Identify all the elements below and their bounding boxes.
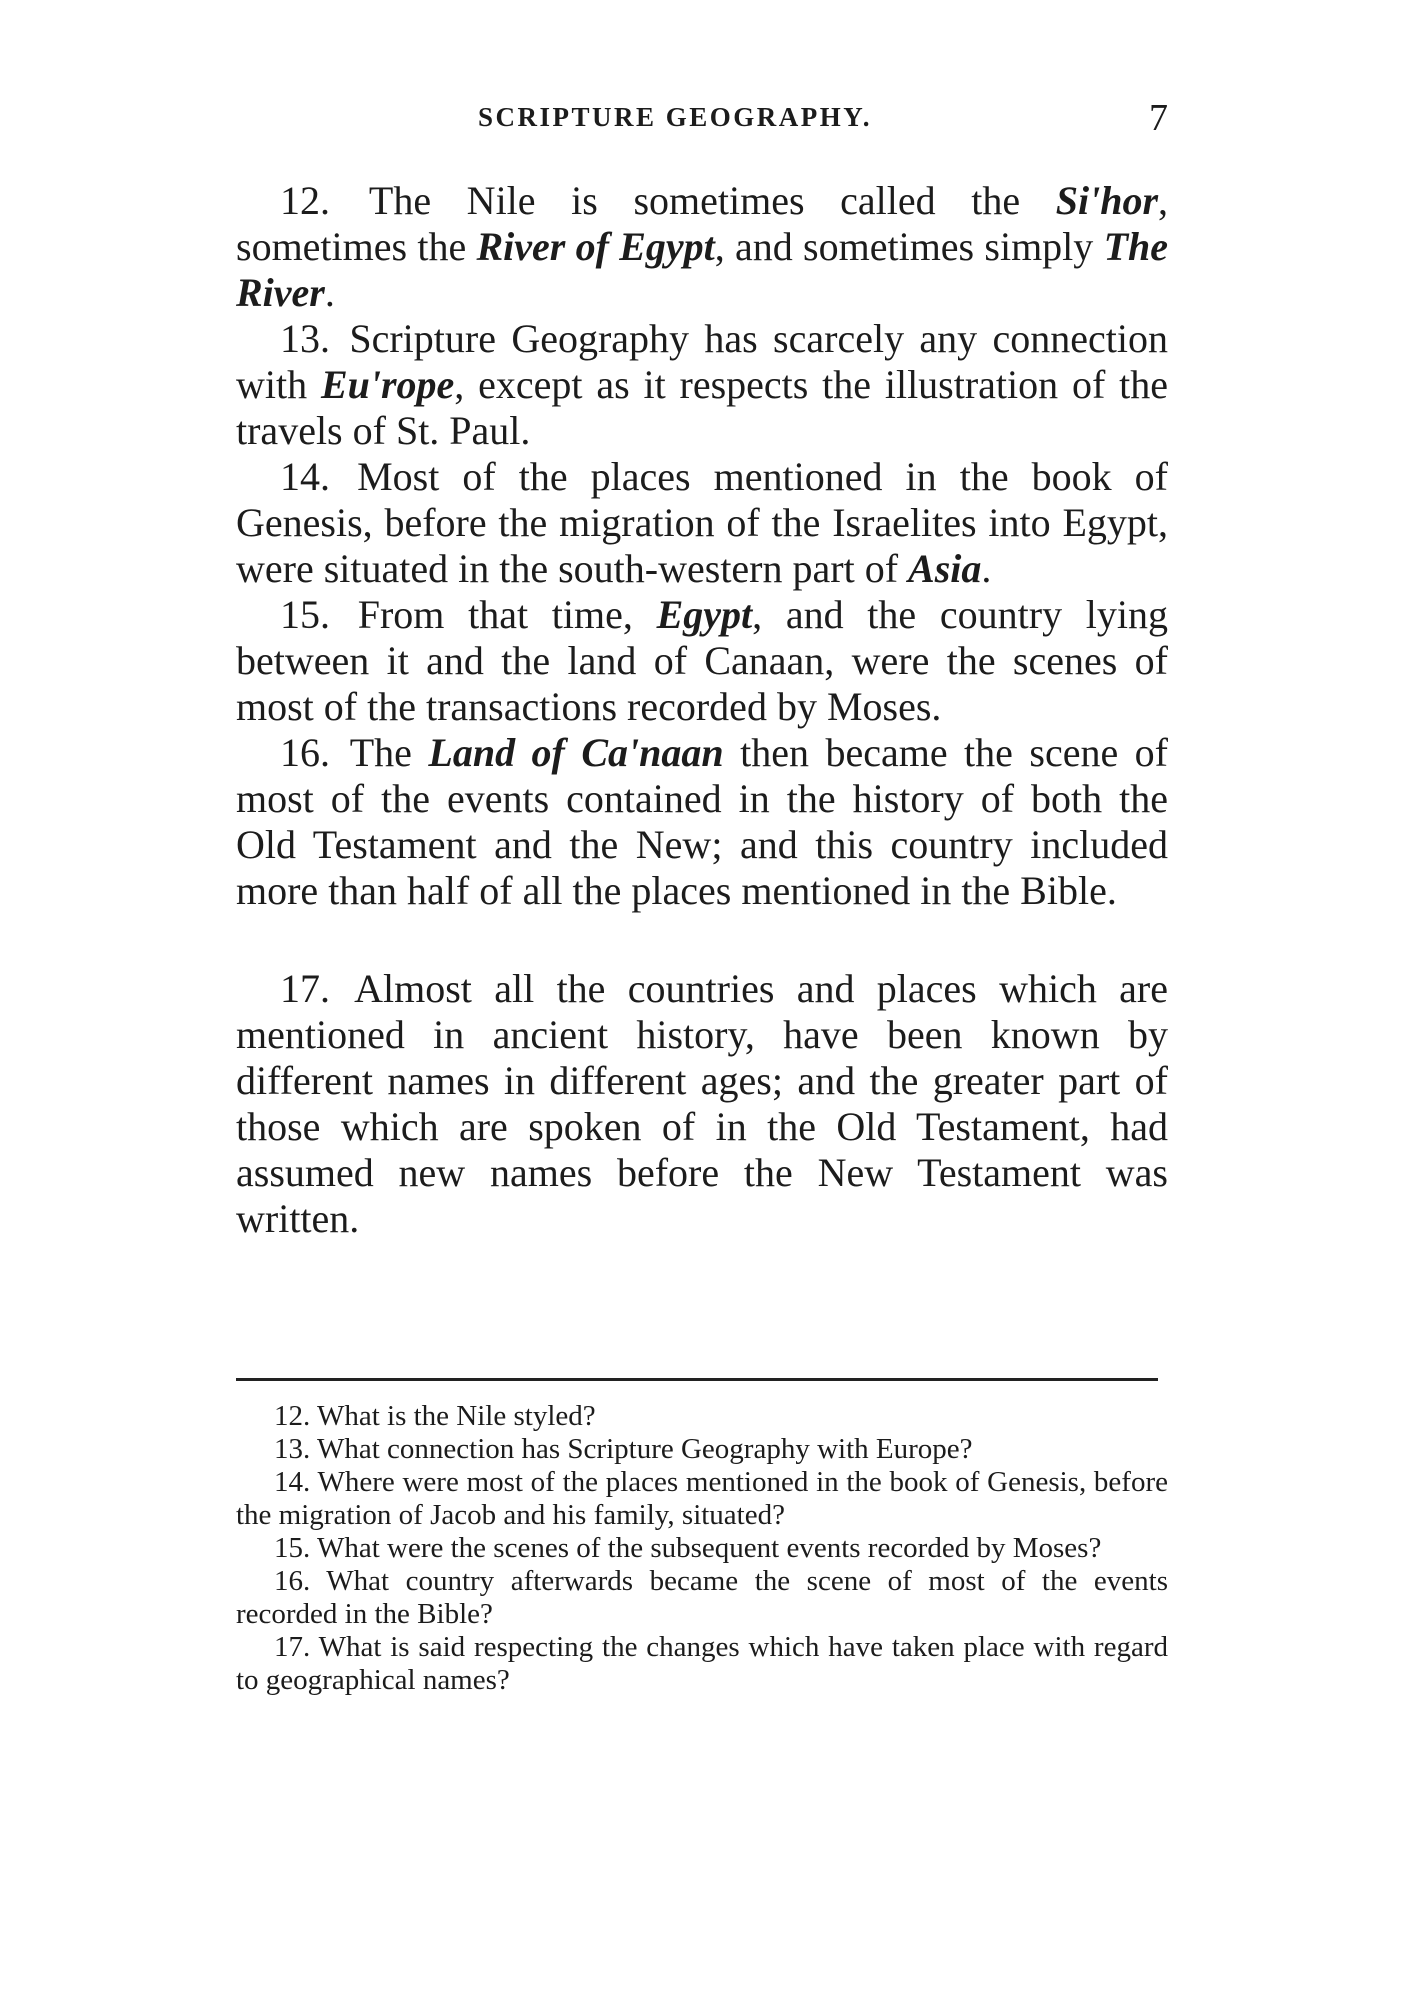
question-number: 17. <box>274 1631 311 1663</box>
question-number: 14. <box>274 1466 311 1498</box>
paragraph-text: Most of the places mentioned in the book of Genesis, before the migration of the Israelites into Egypt, were situated in the south-western part of <box>236 454 1169 591</box>
emphasis: Asia <box>908 546 982 591</box>
emphasis: Land of Ca'naan <box>428 730 724 775</box>
question-14 <box>236 1466 1168 1532</box>
paragraph-text: The <box>349 730 429 775</box>
paragraph-text: , and the country lying between it and the land of Canaan, were the scenes of most of the transactions recorded by Moses. <box>236 592 1168 729</box>
question-text: What is the Nile styled? <box>316 1400 596 1432</box>
emphasis: Eu'rope <box>320 362 455 407</box>
paragraph-16 <box>236 730 1168 914</box>
paragraph-text: then became the scene of most of the events contained in the history of both the Old Testament and the New; and this country included more than half of all the places mentioned in the Bible. <box>236 730 1168 913</box>
paragraph-text: , sometimes the <box>236 178 1169 269</box>
paragraph-text: . <box>324 270 335 315</box>
question-17 <box>236 1631 1168 1697</box>
paragraph-text: Scripture Geography has scarcely any connection with <box>236 316 1169 407</box>
emphasis: The River <box>236 224 1168 315</box>
paragraph-text: The Nile is sometimes called the <box>368 178 1056 223</box>
paragraph-text: , except as it respects the illustration of the travels of St. Paul. <box>236 362 1168 453</box>
footnote-divider <box>236 1378 1158 1381</box>
question-number: 16. <box>274 1565 311 1597</box>
questions-section <box>236 1400 1168 1697</box>
paragraph-number: 14. <box>280 454 330 499</box>
paragraph-number: 13. <box>280 316 330 361</box>
question-text: What country afterwards became the scene of most of the events recorded in the Bible? <box>236 1565 1168 1630</box>
emphasis: River of Egypt <box>476 224 715 269</box>
paragraph-number: 17. <box>280 966 330 1011</box>
paragraph-14 <box>236 454 1168 592</box>
question-number: 15. <box>274 1532 311 1564</box>
question-text: What connection has Scripture Geography with Europe? <box>316 1433 973 1465</box>
question-number: 12. <box>274 1400 311 1432</box>
question-13 <box>236 1433 1168 1466</box>
paragraph-number: 16. <box>280 730 330 775</box>
running-title: SCRIPTURE GEOGRAPHY. <box>478 102 873 132</box>
paragraph-number: 15. <box>280 592 330 637</box>
page-number: 7 <box>1149 97 1168 139</box>
emphasis: Egypt <box>656 592 753 637</box>
main-text <box>236 178 1168 1242</box>
question-text: What is said respecting the changes which have taken place with regard to geographical names? <box>236 1631 1168 1696</box>
question-number: 13. <box>274 1433 311 1465</box>
paragraph-13 <box>236 316 1168 454</box>
question-15 <box>236 1532 1168 1565</box>
emphasis: Si'hor <box>1055 178 1159 223</box>
paragraph-number: 12. <box>280 178 330 223</box>
paragraph-text: , and sometimes simply <box>714 224 1104 269</box>
page-header <box>478 97 1178 142</box>
paragraph-text: . <box>981 546 992 591</box>
paragraph-text: Almost all the countries and places which are mentioned in ancient history, have been known by different names in different ages; and the greater part of those which are spoken of in the Old Testament, had assumed new names before the New Testament was written. <box>236 966 1168 1241</box>
question-12 <box>236 1400 1168 1433</box>
question-text: Where were most of the places mentioned in the book of Genesis, before the migration of Jacob and his family, situated? <box>236 1466 1168 1531</box>
question-16 <box>236 1565 1168 1631</box>
paragraph-17 <box>236 966 1168 1242</box>
paragraph-12 <box>236 178 1168 316</box>
paragraph-15 <box>236 592 1168 730</box>
paragraph-text: From that time, <box>357 592 657 637</box>
question-text: What were the scenes of the subsequent events recorded by Moses? <box>316 1532 1102 1564</box>
